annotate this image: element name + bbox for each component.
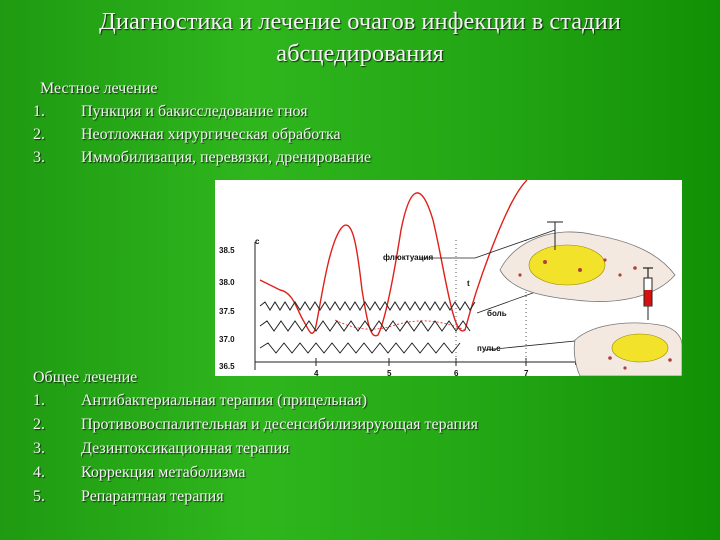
list-item [33,103,533,126]
item-number: 1. [33,103,45,120]
local-treatment-heading: Местное лечение [40,80,158,97]
y-tick-label: 38.0 [219,278,235,287]
cell-dot [668,358,672,362]
y-tick-label: 37.5 [219,307,235,316]
y-tick-label: 38.5 [219,246,235,255]
pain-label: боль [487,309,507,318]
item-number: 3. [33,440,45,457]
item-text: Неотложная хирургическая обработка [81,126,341,143]
y-tick-label: 37.0 [219,335,235,344]
item-number: 1. [33,392,45,409]
degree-label: с [255,237,260,246]
y-tick-label: 36.5 [219,362,235,371]
item-number: 3. [33,149,45,166]
abscess-illustration-lower [574,323,682,376]
item-text: Пункция и бакисследование гноя [81,103,308,120]
clinical-course-figure [215,180,682,376]
clinical-course-diagram [215,180,682,376]
list-item [33,149,533,172]
item-text: Противовоспалительная и десенсибилизирующая терапия [81,416,478,433]
cell-dot [618,273,621,276]
list-item [33,488,673,512]
pain-curve [260,302,475,310]
general-treatment-list [33,392,673,512]
pulse-label: пульс [477,344,501,353]
fluctuation-label: флюктуация [383,253,434,262]
list-item [33,440,673,464]
cell-dot [608,356,612,360]
list-item [33,416,673,440]
cell-dot [543,260,547,264]
x-tick-label: 5 [387,369,392,376]
general-treatment-heading: Общее лечение [33,369,138,386]
item-text: Репарантная терапия [81,488,224,505]
cell-dot [603,258,606,261]
cell-dot [633,266,637,270]
item-text: Антибактериальная терапия (прицельная) [81,392,367,409]
list-item [33,126,533,149]
item-text: Дезинтоксикационная терапия [81,440,290,457]
item-text: Коррекция метаболизма [81,464,246,481]
temperature-trend [335,320,465,330]
list-item [33,464,673,488]
cell-dot [578,268,582,272]
item-number: 5. [33,488,45,505]
cell-dot [518,273,521,276]
slide-title: Диагностика и лечение очагов инфекции в стадии абсцедирования [99,8,621,67]
item-number: 2. [33,416,45,433]
local-treatment-list [33,103,533,172]
item-number: 4. [33,464,45,481]
list-item [33,392,673,416]
pus-pocket [529,245,605,285]
pus-pocket [612,334,668,362]
baseline-curve [260,343,460,353]
x-tick-label: 7 [524,369,529,376]
x-tick-label: 4 [314,369,319,376]
item-text: Иммобилизация, перевязки, дренирование [81,149,372,166]
t-mid-label: t [467,279,470,288]
x-tick-label: 6 [454,369,459,376]
item-number: 2. [33,126,45,143]
cell-dot [623,366,626,369]
